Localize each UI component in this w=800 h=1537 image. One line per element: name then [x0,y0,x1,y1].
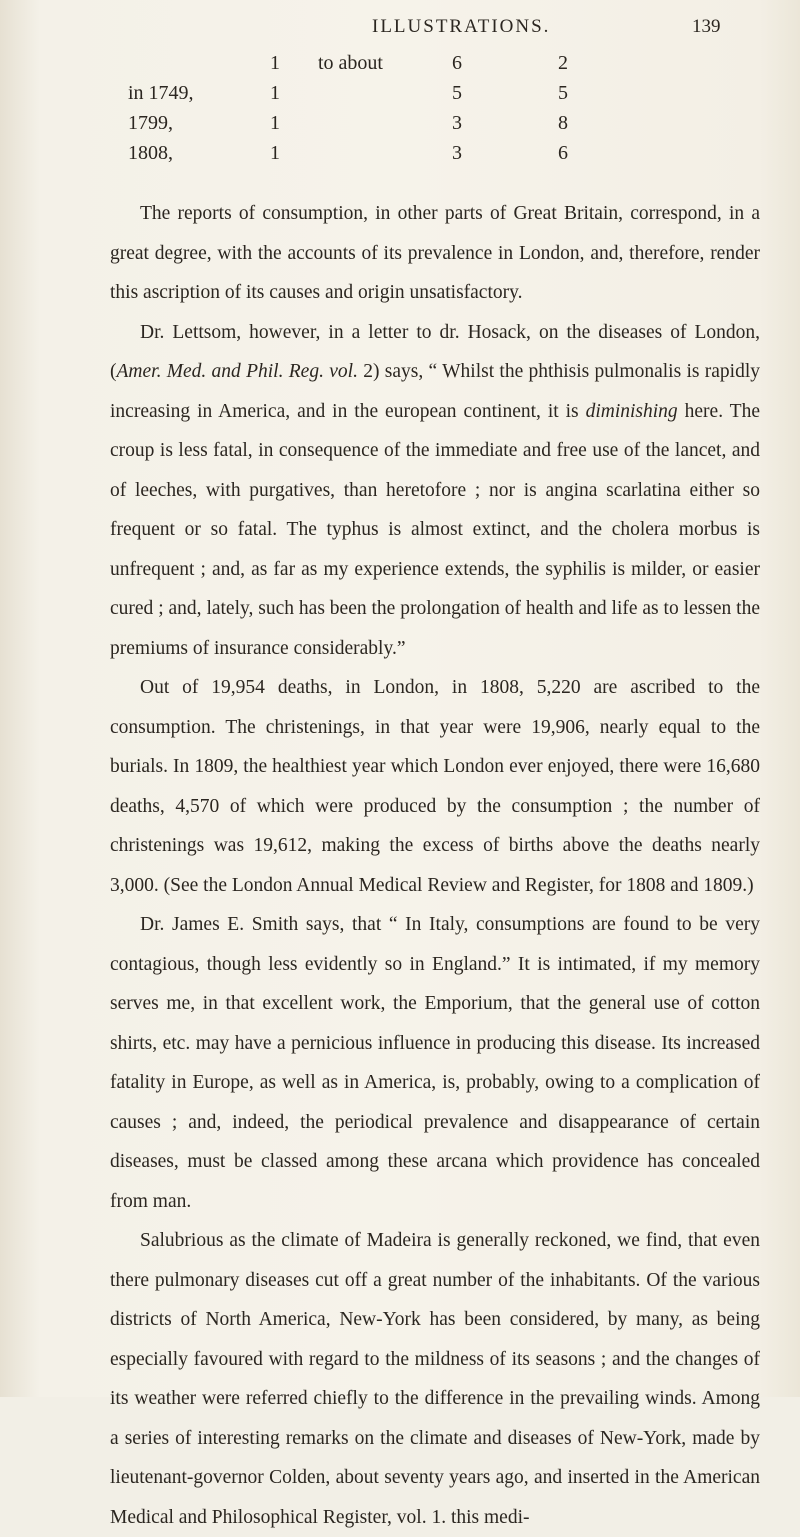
paragraph-consumption-reports: The reports of consumption, in other parts of Great Britain, correspond, in a great degree, with the accounts of its prevalence in London, and, therefore, render this ascription of its causes and origin unsatisfactory. [110,203,760,303]
table-cell-ratio-c: 5 [558,82,568,104]
table-row [0,112,800,142]
table-cell-ratio-a: 1 [270,52,280,74]
table-cell-ratio-c: 8 [558,112,568,134]
table-cell-year: in 1749, [128,82,194,104]
table-cell-ratio-c: 6 [558,142,568,164]
body-text [110,194,760,1537]
paragraph-lettsom-letter [110,313,760,669]
table-cell-ratio-a: 1 [270,112,280,134]
citation: Amer. Med. and Phil. Reg. vol. [116,361,358,382]
table-cell-ratio-a: 1 [270,142,280,164]
paragraph-madeira-newyork: Salubrious as the climate of Madeira is generally reckoned, we find, that even there pulmonary diseases cut off a great number of the inhabitants. Of the various districts of North America, New-York has been considered, by many, as being especially favoured with regard to the mildness of its seasons ; and the changes of its weather were referred chiefly to the difference in the prevailing winds. Among a series of interesting remarks on the climate and diseases of New-York, made by lieutenant-governor Colden, about seventy years ago, and inserted in the American Medical and Philosophical Register, vol. 1. this medi- [110,1230,760,1528]
table-cell-connector: to about [318,52,383,74]
table-row [0,142,800,172]
lettsom-text-part: here. The croup is less fatal, in consequence of the immediate and free use of the lancet, and of leeches, with purgatives, than heretofore ; nor is angina scarlatina either so frequent or so fatal. The typhus is almost extinct, and the cholera morbus is unfrequent ; and, as far as my experience extends, the syphilis is milder, or easier cured ; and, lately, such has been the prolongation of health and life as to lessen the premiums of insurance considerably.” [110,400,760,659]
table-cell-ratio-b: 5 [452,82,462,104]
table-row [0,82,800,112]
paragraph-london-deaths: Out of 19,954 deaths, in London, in 1808, 5,220 are ascribed to the consumption. The christenings, in that year were 19,906, nearly equal to the burials. In 1809, the healthiest year which London ever enjoyed, there were 16,680 deaths, 4,570 of which were produced by the consumption ; the number of christenings was 19,612, making the excess of births above the deaths nearly 3,000. (See the London Annual Medical Review and Register, for 1808 and 1809.) [110,677,760,896]
paragraph-smith-italy: Dr. James E. Smith says, that “ In Italy, consumptions are found to be very contagious, though less evidently so in England.” It is intimated, if my memory serves me, in that excellent work, the Emporium, that the general use of cotton shirts, etc. may have a pernicious influence in producing this disease. Its increased fatality in Europe, as well as in America, is, probably, owing to a complication of causes ; and, indeed, the periodical prevalence and disappearance of certain diseases, must be classed among these arcana which providence has concealed from man. [110,914,760,1212]
mortality-ratio-table [0,52,800,172]
running-head: ILLUSTRATIONS. [372,16,551,37]
table-row [0,52,800,82]
table-cell-ratio-b: 3 [452,142,462,164]
emphasis: diminishing [585,400,678,422]
page-number: 139 [692,16,721,37]
table-cell-ratio-b: 6 [452,52,462,74]
table-cell-year: 1808, [128,142,173,164]
table-cell-ratio-b: 3 [452,112,462,134]
table-cell-ratio-c: 2 [558,52,568,74]
table-cell-ratio-a: 1 [270,82,280,104]
page-header [0,16,800,46]
table-cell-year: 1799, [128,112,173,134]
lettsom-text-part: 2) says, “ Whilst the phthisis pulmonalis is rapidly increasing in America, and in the european continent, it is [110,361,760,422]
lettsom-text-part: Dr. Lettsom, however, in a letter to dr. Hosack, on the diseases of London, ( [110,321,760,382]
